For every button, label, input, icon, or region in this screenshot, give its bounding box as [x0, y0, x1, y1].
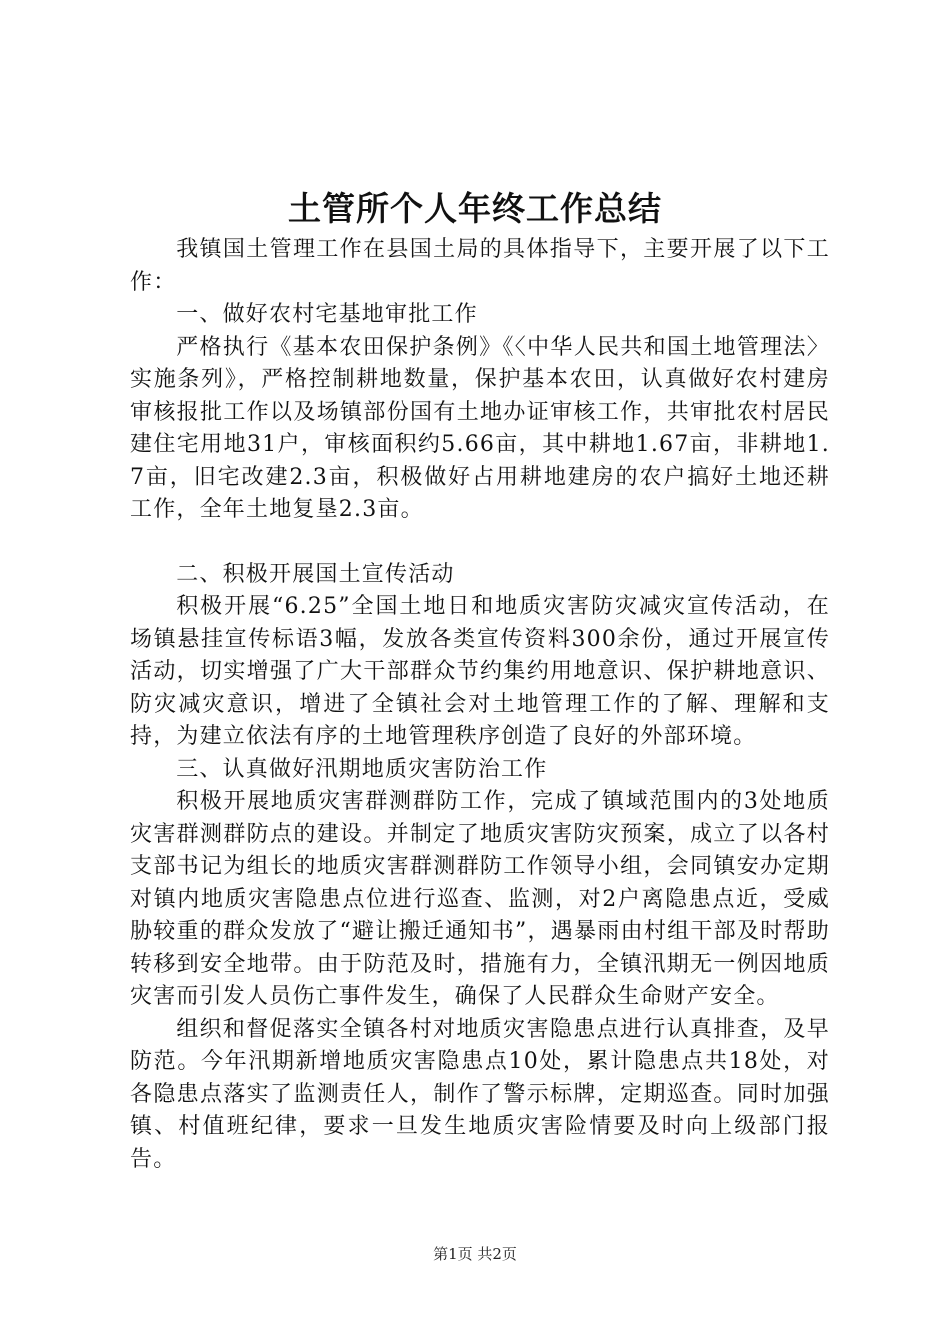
section-heading-2: 二、积极开展国土宣传活动: [176, 561, 455, 587]
intro-paragraph: 我镇国土管理工作在县国土局的具体指导下，主要开展了以下工作：: [130, 237, 830, 295]
section-3-paragraph-2: 组织和督促落实全镇各村对地质灾害隐患点进行认真排查，及早防范。今年汛期新增地质灾害隐患点10处，累计隐患点共18处，对各隐患点落实了监测责任人，制作了警示标牌，定期巡查。同时加强镇、村值班纪律，要求一旦发生地质灾害险情要及时向上级部门报告。: [130, 1016, 830, 1172]
document-body: [130, 234, 830, 1176]
section-heading-3: 三、认真做好汛期地质灾害防治工作: [176, 756, 548, 782]
section-3-paragraph-1: 积极开展地质灾害群测群防工作，完成了镇域范围内的3处地质灾害群测群防点的建设。并制定了地质灾害防灾预案，成立了以各村支部书记为组长的地质灾害群测群防工作领导小组，会同镇安办定期对镇内地质灾害隐患点位进行巡查、监测，对2户离隐患点近，受威胁较重的群众发放了“避让搬迁通知书”，遇暴雨由村组干部及时帮助转移到安全地带。由于防范及时，措施有力，全镇汛期无一例因地质灾害而引发人员伤亡事件发生，确保了人民群众生命财产安全。: [130, 789, 830, 1009]
page-footer: 第1页 共2页: [433, 1245, 517, 1263]
document-title: 土管所个人年终工作总结: [288, 189, 662, 228]
section-1-paragraph: 严格执行《基本农田保护条例》《〈中华人民共和国土地管理法〉实施条列》，严格控制耕地数量，保护基本农田，认真做好农村建房审核报批工作以及场镇部份国有土地办证审核工作，共审批农村居民建住宅用地31户，审核面积约5.66亩，其中耕地1.67亩，非耕地1.7亩，旧宅改建2.3亩，积极做好占用耕地建房的农户搞好土地还耕工作，全年土地复垦2.3亩。: [130, 334, 830, 522]
section-heading-1: 一、做好农村宅基地审批工作: [176, 302, 478, 327]
paragraph-gap: [130, 527, 830, 559]
section-2-paragraph: 积极开展“6.25”全国土地日和地质灾害防灾减灾宣传活动，在场镇悬挂宣传标语3幅，发放各类宣传资料300余份，通过开展宣传活动，切实增强了广大干部群众节约集约用地意识、保护耕地意识、防灾减灾意识，增进了全镇社会对土地管理工作的了解、理解和支持，为建立依法有序的土地管理秩序创造了良好的外部环境。: [130, 594, 830, 749]
